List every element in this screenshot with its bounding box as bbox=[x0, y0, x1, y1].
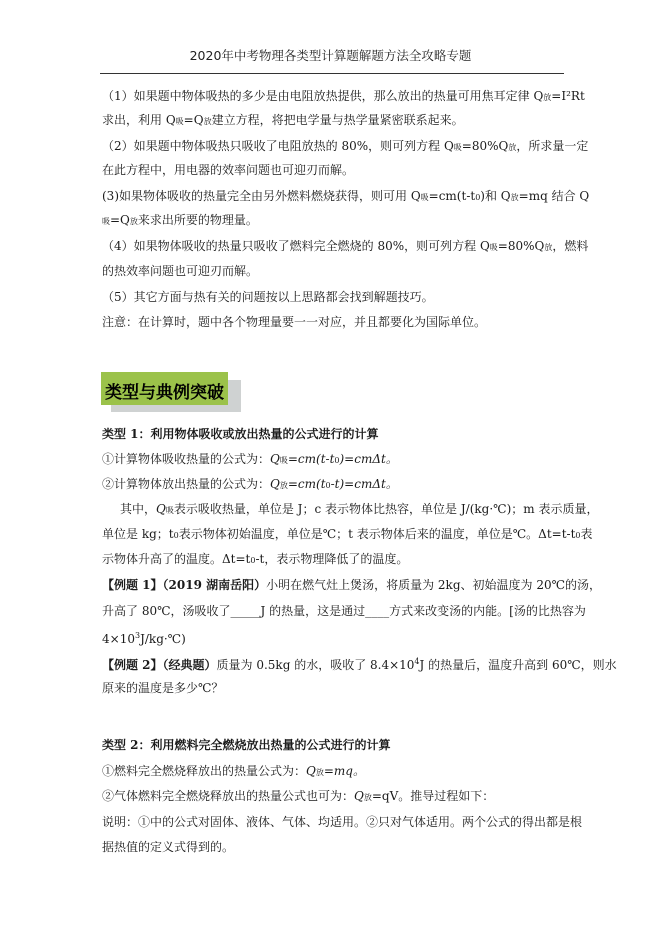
section-banner bbox=[101, 372, 241, 412]
para-4-line-2: 的热效率问题也可迎刃而解。 bbox=[102, 264, 259, 278]
type-2-formula-2: ②气体燃料完全燃烧释放出的热量公式也可为：Q放=qV。推导过程如下： bbox=[102, 789, 495, 803]
type-2-note-line-1: 说明：①中的公式对固体、液体、气体、均适用。②只对气体适用。两个公式的得出都是根 bbox=[102, 815, 583, 829]
type-2-formula-1: ①燃料完全燃烧释放出的热量公式为：Q放=mq。 bbox=[102, 764, 365, 778]
para-1-line-1: （1）如果题中物体吸热的多少是由电阻放热提供，那么放出的热量可用焦耳定律 Q放=I²Rt bbox=[102, 89, 585, 103]
type-1-explain-1: 其中，Q吸表示吸收热量，单位是 J；c 表示物体比热容，单位是 J/(kg·℃)；m 表示质量， bbox=[120, 502, 599, 516]
example-2-line-2: 原来的温度是多少℃？ bbox=[102, 681, 224, 695]
para-4-line-1: （4）如果物体吸收的热量只吸收了燃料完全燃烧的 80%，则可列方程 Q吸=80%Q放，燃料 bbox=[102, 239, 589, 253]
banner-label: 类型与典例突破 bbox=[105, 383, 224, 403]
example-1-line-2: 升高了 80℃，汤吸收了_____J 的热量，这是通过____方式来改变汤的内能。[汤的比热容为 bbox=[102, 604, 586, 618]
example-1-line-3: $4\times 10^3J/kg\cdot℃$) bbox=[102, 631, 186, 646]
header-divider bbox=[100, 73, 564, 74]
type-1-heading: 类型 1：利用物体吸收或放出热量的公式进行的计算 bbox=[102, 427, 379, 441]
para-2-line-1: （2）如果题中物体吸热只吸收了电阻放热的 80%，则可列方程 Q吸=80%Q放，所求量一定 bbox=[102, 139, 589, 153]
para-5: （5）其它方面与热有关的问题按以上思路都会找到解题技巧。 bbox=[102, 290, 434, 304]
type-1-formula-1: ①计算物体吸收热量的公式为：Q吸=cm(t-t0)=cmΔt。 bbox=[102, 452, 398, 466]
type-1-explain-3: 示物体升高了的温度。Δt=t0-t，表示物理降低了的温度。 bbox=[102, 552, 409, 566]
para-2-line-2: 在此方程中，用电器的效率问题也可迎刃而解。 bbox=[102, 163, 355, 177]
example-1-line-1: 【例题 1】（2019 湖南岳阳）小明在燃气灶上煲汤，将质量为 2kg、初始温度为 20℃的汤， bbox=[102, 578, 602, 592]
para-3-line-1: (3)如果物体吸收的热量完全由另外燃料燃烧获得，则可用 Q吸=cm(t-t0)和 Q放=mq 结合 Q bbox=[102, 189, 590, 203]
para-3-line-2: 吸=Q放来求出所要的物理量。 bbox=[102, 213, 258, 227]
page-header: 2020年中考物理各类型计算题解题方法全攻略专题 bbox=[189, 48, 472, 63]
note-text: 注意：在计算时，题中各个物理量要一一对应，并且都要化为国际单位。 bbox=[102, 315, 487, 329]
type-2-note-line-2: 据热值的定义式得到的。 bbox=[102, 840, 235, 854]
para-1-line-2: 求出，利用 Q吸=Q放建立方程，将把电学量与热学量紧密联系起来。 bbox=[102, 113, 464, 127]
example-2-line-1: 【例题 2】（经典题）质量为 0.5kg 的水，吸收了 $8.4\times 10^4J$ 的热量后，温度升高到 60℃，则水 bbox=[102, 657, 617, 672]
type-2-heading: 类型 2：利用燃料完全燃烧放出热量的公式进行的计算 bbox=[102, 738, 391, 752]
example-2-tag: 【例题 2】（经典题） bbox=[102, 658, 217, 672]
example-1-tag: 【例题 1】（2019 湖南岳阳） bbox=[102, 578, 267, 592]
type-1-formula-2: ②计算物体放出热量的公式为：Q放=cm(t0-t)=cmΔt。 bbox=[102, 477, 398, 491]
type-1-explain-2: 单位是 kg；t0表示物体初始温度，单位是℃；t 表示物体后来的温度，单位是℃。Δt=t-t0表 bbox=[102, 527, 593, 541]
